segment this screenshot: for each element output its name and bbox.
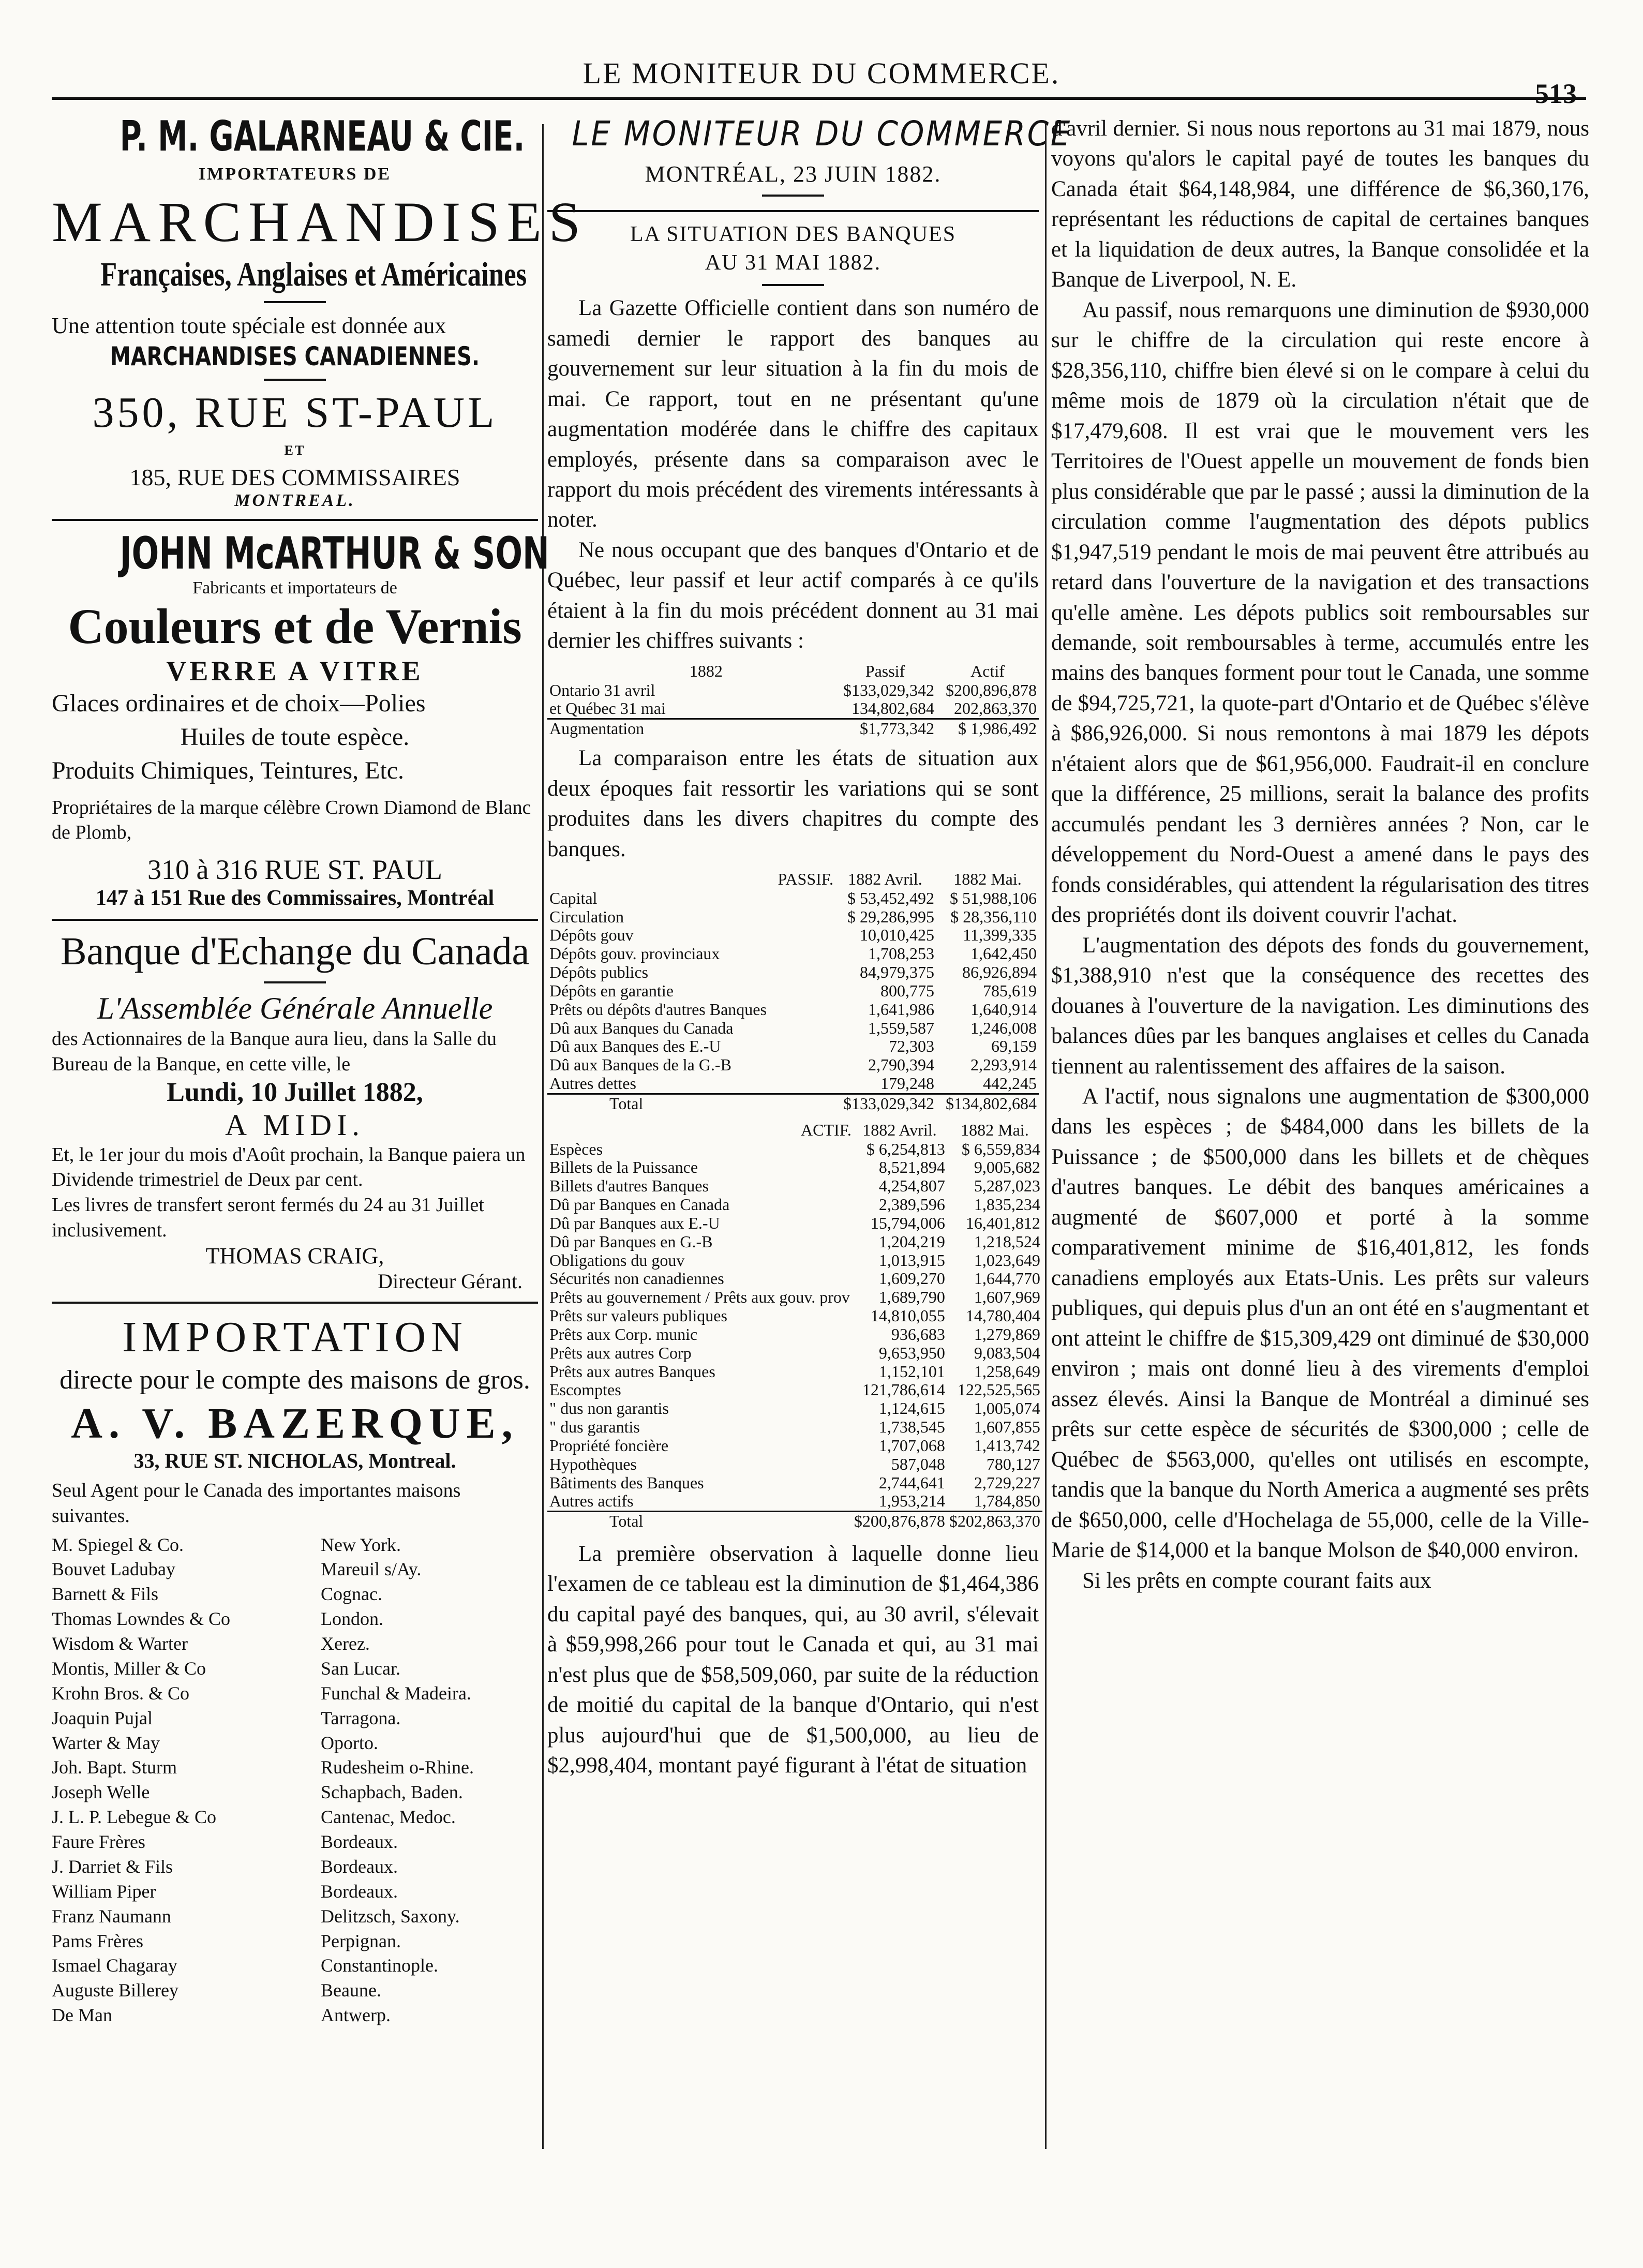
row-label: Dépôts publics [549, 963, 649, 982]
ad-banque-date: Lundi, 10 Juillet 1882, [167, 1077, 423, 1107]
value-mai: 1,607,855 [974, 1418, 1040, 1437]
ad-bazerque-address: 33, RUE ST. NICHOLAS, Montreal. [133, 1449, 456, 1473]
ad-banque-echange [52, 929, 538, 1293]
paragraph: La comparaison entre les états de situation aux deux époques fait ressortir les variations qui se sont produites dans les divers chapitres du compte des banques. [547, 746, 1039, 861]
summary-head-year: 1882 [689, 661, 723, 680]
summary-row-passif: $133,029,342 [843, 680, 934, 699]
summary-row-passif: 134,802,684 [852, 699, 934, 718]
value-avril: 1,609,270 [878, 1269, 945, 1288]
value-mai: 1,023,649 [974, 1250, 1040, 1270]
row-label: Autres actifs [549, 1492, 634, 1511]
agent-name: M. Spiegel & Co. [52, 1534, 184, 1555]
value-mai: 1,246,008 [970, 1018, 1037, 1037]
divider [264, 981, 326, 983]
row-label: Dépôts gouv [549, 926, 634, 945]
ad-banque-text1: des Actionnaires de la Banque aura lieu, dans la Salle du Bureau de la Banque, en cette ville, le [52, 1028, 497, 1076]
value-mai: 9,005,682 [974, 1158, 1040, 1177]
agent-city: Oporto. [321, 1732, 378, 1753]
row-label: Dû par Banques aux E.-U [549, 1214, 720, 1232]
ad-banque-signer-title: Directeur Gérant. [378, 1270, 522, 1293]
value-mai: 1,607,969 [974, 1288, 1040, 1307]
row-label: Dû par Banques en G.-B [549, 1232, 713, 1251]
value-mai: 2,729,227 [974, 1473, 1040, 1492]
paragraph: Si les prêts en compte courant faits aux [1082, 1568, 1431, 1593]
list-item [52, 1582, 538, 1607]
table-row [547, 926, 1039, 945]
value-mai: 1,413,742 [974, 1436, 1040, 1455]
ad-galarneau-address2: 185, RUE DES COMMISSAIRES [129, 464, 460, 491]
list-item [52, 1855, 538, 1879]
summary-aug-passif: $1,773,342 [834, 719, 936, 738]
value-avril: 1,738,545 [878, 1418, 945, 1437]
row-label: Dû par Banques en Canada [549, 1196, 730, 1214]
total-row [547, 1512, 1042, 1531]
agent-name: Warter & May [52, 1732, 160, 1753]
table-row [547, 1001, 1039, 1019]
row-label: Prêts sur valeurs publiques [549, 1307, 727, 1325]
value-avril: 800,775 [880, 981, 934, 1000]
row-label: Prêts aux autres Banques [549, 1362, 715, 1381]
value-mai: 1,258,649 [974, 1362, 1040, 1381]
value-avril: 179,248 [880, 1074, 934, 1093]
table-row [547, 1214, 1042, 1233]
agent-city: Funchal & Madeira. [321, 1682, 471, 1704]
ad-mcarthur-role: Fabricants et importateurs de [192, 578, 397, 598]
value-avril: 1,124,615 [878, 1399, 945, 1418]
passif-head: PASSIF. [778, 870, 833, 888]
agent-city: Cantenac, Medoc. [321, 1807, 456, 1828]
passif-head-avril: 1882 Avril. [848, 870, 922, 888]
ad-galarneau-address1: 350, RUE ST-PAUL [92, 388, 498, 437]
value-mai: 1,644,770 [974, 1269, 1040, 1288]
value-mai: 1,005,074 [974, 1399, 1040, 1418]
total-avril: $200,876,878 [852, 1512, 947, 1531]
value-mai: $ 51,988,106 [950, 888, 1037, 907]
agent-name: Joaquin Pujal [52, 1707, 153, 1728]
ad-mcarthur-glaces: Glaces ordinaires et de choix—Polies [52, 690, 426, 718]
agent-city: Constantinople. [321, 1955, 438, 1976]
ad-banque-name: Banque d'Echange du Canada [60, 930, 530, 973]
paragraph: d'avril dernier. Si nous nous reportons au 31 mai 1879, nous voyons qu'alors le capital payé de toutes les banques du Canada était $64,148,984, une différence de $6,360,176, représentant les réductions de capital de certaines banques et la liquidation de deux autres, la Banque consolidée et la Banque de Liverpool, N. E. [1051, 116, 1589, 292]
row-label: Dû aux Banques de la G.-B [549, 1056, 731, 1075]
value-avril: $ 53,452,492 [847, 888, 934, 907]
list-item [52, 1780, 538, 1805]
table-row [547, 1233, 1042, 1251]
row-label: Dépôts gouv. provinciaux [549, 945, 720, 963]
passif-table [547, 870, 1039, 1113]
value-mai: 1,640,914 [970, 999, 1037, 1019]
ad-banque-text3: Les livres de transfert seront fermés du 24 au 31 Juillet inclusivement. [52, 1193, 484, 1241]
article-body [547, 743, 1039, 864]
table-row [547, 908, 1039, 927]
row-label: Hypothèques [549, 1455, 637, 1473]
ad-galarneau-marchandises: MARCHANDISES [52, 190, 588, 253]
value-mai: 86,926,894 [962, 963, 1037, 982]
table-row [547, 1140, 1042, 1159]
value-mai: $ 6,559,834 [961, 1139, 1040, 1158]
article-body [547, 293, 1039, 656]
ad-bazerque [52, 1312, 538, 2028]
list-item [52, 1533, 538, 1558]
table-row [547, 1325, 1042, 1344]
ad-galarneau-city: MONTREAL. [234, 491, 355, 511]
actif-head: ACTIF. [801, 1120, 852, 1139]
agent-name: Faure Frères [52, 1831, 145, 1853]
article-column-1 [547, 114, 1072, 1781]
agent-name: Ismael Chagaray [52, 1955, 177, 1976]
row-label: Propriété foncière [549, 1436, 669, 1455]
list-item [52, 1904, 538, 1929]
agent-name: Wisdom & Warter [52, 1633, 188, 1654]
table-row [547, 1075, 1039, 1094]
value-avril: 4,254,807 [878, 1176, 945, 1196]
value-avril: $ 29,286,995 [847, 907, 934, 926]
row-label: Obligations du gouv [549, 1251, 685, 1270]
value-avril: 1,559,587 [868, 1018, 934, 1037]
summary-row-actif: $200,896,878 [946, 680, 1037, 699]
table-row [547, 1270, 1042, 1288]
paragraph: L'augmentation des dépots des fonds du gouvernement, $1,388,910 n'est que la conséquence des recettes des douanes à l'ouverture de la navigation. Les diminutions des balances dûes par les banques anglaises et celles du Canada tiennent au ralentissement des affaires de la saison. [1051, 933, 1589, 1079]
total-mai: $134,802,684 [936, 1094, 1039, 1113]
row-label: Prêts au gouvernement / Prêts aux gouv. prov [549, 1288, 850, 1307]
value-mai: 1,835,234 [974, 1195, 1040, 1214]
row-label: " dus garantis [549, 1418, 640, 1437]
article-title-line1: LA SITUATION DES BANQUES [630, 222, 957, 246]
list-item [52, 1805, 538, 1830]
dateline: MONTRÉAL, 23 JUIN 1882. [645, 161, 942, 187]
paragraph: A l'actif, nous signalons une augmentation de $300,000 dans les espèces ; de $484,000 dans les billets de la Puissance ; de $500,000 dans les billets et de chèques d'autres banques. Le débit des banques américaines a augmenté de $607,000 et porté à la somme comparativement minime de $16,401,812, les fonds canadiens employés aux Etats-Unis. Les prêts sur valeurs publiques, qui depuis plus d'un an ont été en s'augmentant et ont atteint le chiffre de $15,309,429 ont diminué de $30,000 environ ; mais ont donné lieu à des virements d'emploi assez élevés. Ainsi la Banque de Montréal a diminué ses prêts sur cette espèce de sécurités de $300,000 ; celle de Québec de $563,000, qu'elles ont utilisés en escompte, tandis que la banque du North America a augmenté ses prêts de $650,000, celle d'Hochelaga de 55,000, celle de la Ville-Marie de $14,000 et la banque Molson de $40,000 environ. [1051, 1084, 1589, 1563]
actif-head-avril: 1882 Avril. [862, 1120, 937, 1139]
agent-name: J. Darriet & Fils [52, 1856, 173, 1877]
value-mai: 785,619 [983, 981, 1037, 1000]
table-row [547, 1037, 1039, 1056]
ad-galarneau-et: ET [284, 443, 306, 458]
total-avril: $133,029,342 [834, 1094, 936, 1113]
value-mai: 14,780,404 [965, 1306, 1040, 1325]
agent-city: Bordeaux. [321, 1831, 398, 1853]
list-item [52, 1632, 538, 1657]
ad-mcarthur-proprietaires: Propriétaires de la marque célèbre Crown Diamond de Blanc de Plomb, [52, 796, 531, 844]
ad-galarneau [52, 112, 588, 511]
divider [547, 210, 1039, 212]
agent-name: Pams Frères [52, 1930, 143, 1951]
article-column-2 [1051, 114, 1589, 1596]
page-header-title: LE MONITEUR DU COMMERCE. [582, 56, 1061, 90]
paragraph: La première observation à laquelle donne lieu l'examen de ce tableau est la diminution de $1,464,386 du capital payé des banques, qui, au 30 avril, s'élevait à $59,998,266 pour tout le Canada et qui, au 31 mai n'est plus que de $58,509,060, par suite de la réduction de moitié du capital de la banque d'Ontario, qui n'est plus aujourd'hui que de $1,500,000, au lieu de $2,998,404, montant payé figurant à l'état de situation [547, 1541, 1039, 1778]
total-row [547, 1094, 1039, 1113]
table-row [547, 1492, 1042, 1511]
table-row [547, 1056, 1039, 1075]
agent-name: Krohn Bros. & Co [52, 1682, 190, 1704]
row-label: Sécurités non canadiennes [549, 1270, 724, 1288]
list-item [52, 1557, 538, 1582]
agent-city: Bordeaux. [321, 1881, 398, 1902]
summary-aug-actif: $ 1,986,492 [936, 719, 1039, 738]
row-label: Billets de la Puissance [549, 1158, 698, 1177]
table-row [547, 982, 1039, 1001]
value-avril: 1,204,219 [878, 1232, 945, 1251]
value-mai: 5,287,023 [974, 1176, 1040, 1196]
table-row [547, 1455, 1042, 1474]
article-body [1051, 114, 1589, 1596]
summary-row-label: Ontario 31 avril [549, 680, 655, 699]
summary-row-label: et Québec 31 mai [549, 699, 666, 718]
list-item [52, 1657, 538, 1681]
value-avril: 1,641,986 [868, 999, 934, 1019]
agent-city: Antwerp. [321, 2005, 391, 2026]
row-label: Autres dettes [549, 1075, 636, 1093]
value-avril: 2,744,641 [878, 1473, 945, 1492]
list-item [52, 1978, 538, 2003]
table-row [547, 719, 1039, 738]
agent-city: Beaune. [321, 1980, 381, 2001]
value-avril: 2,790,394 [868, 1055, 934, 1075]
value-avril: 587,048 [891, 1454, 945, 1473]
table-row [547, 1158, 1042, 1177]
agent-city: Tarragona. [321, 1707, 401, 1728]
divider [762, 195, 824, 197]
list-item [52, 1681, 538, 1706]
article-title-line2: AU 31 MAI 1882. [705, 250, 882, 275]
summary-row-actif: 202,863,370 [954, 699, 1037, 718]
ad-mcarthur-verre: VERRE A VITRE [166, 655, 424, 687]
agent-city: San Lucar. [321, 1658, 400, 1679]
value-avril: 1,013,915 [878, 1250, 945, 1270]
ad-mcarthur-address1: 310 à 316 RUE ST. PAUL [147, 854, 443, 885]
row-label: Dû aux Banques des E.-U [549, 1037, 721, 1056]
row-label: Escomptes [549, 1381, 621, 1399]
agent-name: Franz Naumann [52, 1905, 171, 1927]
table-row [547, 1019, 1039, 1038]
divider [52, 1302, 538, 1304]
value-avril: $ 6,254,813 [866, 1139, 945, 1158]
ad-galarneau-importateurs: IMPORTATEURS DE [198, 165, 392, 184]
value-mai: 780,127 [986, 1454, 1040, 1473]
table-row [547, 1363, 1042, 1381]
list-item [52, 1830, 538, 1855]
ad-banque-text2: Et, le 1er jour du mois d'Août prochain, la Banque paiera un Dividende trimestriel de Deux par cent. [52, 1143, 526, 1191]
agent-name: Auguste Billerey [52, 1980, 178, 2001]
list-item [52, 1755, 538, 1780]
table-row [547, 1177, 1042, 1196]
value-avril: 84,979,375 [860, 963, 934, 982]
ad-galarneau-canadiennes: MARCHANDISES CANADIENNES. [110, 341, 480, 371]
list-item [52, 1731, 538, 1756]
value-avril: 8,521,894 [878, 1158, 945, 1177]
value-avril: 1,708,253 [868, 944, 934, 963]
header-rule [52, 97, 1586, 100]
table-row [547, 1474, 1042, 1493]
summary-head-passif: Passif [865, 661, 905, 680]
paragraph: Au passif, nous remarquons une diminution de $930,000 sur le chiffre de la circulation qui reste encore à $28,356,110, chiffre bien élevé si on le compare à celui du même mois de 1879 où la circulation n'était que de $17,479,608. Il est vrai que le mouvement vers les Territoires de l'Ouest appelle un mouvement de fonds bien plus considérable que par le passé ; aussi la diminution de la circulation comme l'augmentation des dépots publics $1,947,519 pendant le mois de mai peuvent être attribués au retard dans l'ouverture de la navigation et des transactions qu'elle amène. Les dépots publics soit remboursables sur demande, soit remboursables à terme, accumulés entre les mains des banques forment pour tout le Canada, une somme de $94,725,721, la quote-part d'Ontario et de Québec s'élève à $86,926,000. Si nous remontons à mai 1879 les dépots n'étaient alors que de $61,956,000. Faudrait-il en conclure que la différence, 25 millions, serait la balance des profits accumulés pendant les 3 dernières années ? Non, car le développement du Nord-Ouest a amené dans le pays des fonds considérables, qui attendent la régularisation des titres des propriétés dont ils doivent couvrir l'achat. [1051, 297, 1589, 928]
row-label: Capital [549, 889, 598, 907]
summary-head-actif: Actif [970, 661, 1005, 680]
table-row [547, 1381, 1042, 1399]
value-mai: 442,245 [983, 1074, 1037, 1093]
value-avril: 1,953,214 [878, 1491, 945, 1511]
ad-mcarthur-produits: Produits Chimiques, Teintures, Etc. [52, 756, 405, 784]
agent-name: Montis, Miller & Co [52, 1658, 206, 1679]
paragraph: La Gazette Officielle contient dans son numéro de samedi dernier le rapport des banques au gouvernement sur leur situation à la fin du mois de mai. Ce rapport, tout en ne présentant qu'une augmentation modérée dans le chiffre des capitaux employés, présente dans sa comparaison avec le rapport du mois précédent des virements intéressants à noter. [547, 296, 1039, 532]
value-mai: $ 28,356,110 [950, 907, 1037, 926]
ad-bazerque-name: A. V. BAZERQUE, [71, 1399, 519, 1448]
summary-aug-label: Augmentation [547, 719, 834, 738]
ad-mcarthur [52, 528, 549, 911]
actif-table [547, 1121, 1042, 1531]
row-label: Circulation [549, 907, 624, 926]
column-divider [542, 124, 544, 2149]
table-row [547, 1251, 1042, 1270]
agent-city: London. [321, 1608, 383, 1630]
value-mai: 2,293,914 [970, 1055, 1037, 1075]
table-row [547, 1288, 1042, 1307]
list-item [52, 2003, 538, 2028]
divider [52, 519, 538, 521]
list-item [52, 1953, 538, 1978]
total-mai: $202,863,370 [947, 1512, 1042, 1531]
table-row [547, 681, 1039, 700]
value-avril: 936,683 [891, 1324, 945, 1344]
agent-name: J. L. P. Lebegue & Co [52, 1807, 216, 1828]
agent-city: Mareuil s/Ay. [321, 1559, 422, 1580]
agent-list [52, 1533, 538, 2028]
value-avril: 1,689,790 [878, 1288, 945, 1307]
divider [264, 301, 326, 303]
divider [264, 379, 326, 381]
value-mai: 16,401,812 [965, 1213, 1040, 1232]
table-row [547, 889, 1039, 908]
row-label: " dus non garantis [549, 1399, 669, 1418]
value-avril: 121,786,614 [862, 1380, 945, 1399]
row-label: Prêts aux Corp. munic [549, 1325, 698, 1344]
divider [762, 284, 824, 286]
article-body [547, 1539, 1039, 1781]
list-item [52, 1706, 538, 1731]
row-label: Prêts aux autres Corp [549, 1344, 692, 1362]
agent-name: Bouvet Ladubay [52, 1559, 175, 1580]
ad-bazerque-importation: IMPORTATION [122, 1313, 468, 1362]
actif-head-mai: 1882 Mai. [961, 1120, 1029, 1139]
value-mai: 9,083,504 [974, 1343, 1040, 1362]
agent-city: Bordeaux. [321, 1856, 398, 1877]
ad-mcarthur-couleurs: Couleurs et de Vernis [68, 598, 522, 654]
value-mai: 1,279,869 [974, 1324, 1040, 1344]
value-mai: 1,218,524 [974, 1232, 1040, 1251]
table-row [547, 1196, 1042, 1214]
value-avril: 1,707,068 [878, 1436, 945, 1455]
ad-galarneau-types: Françaises, Anglaises et Américaines [100, 255, 527, 293]
agent-city: Schapbach, Baden. [321, 1782, 463, 1803]
agent-city: Perpignan. [321, 1930, 401, 1951]
table-row [547, 963, 1039, 982]
value-mai: 1,784,850 [974, 1491, 1040, 1511]
table-row [547, 1307, 1042, 1325]
agent-name: Joh. Bapt. Sturm [52, 1757, 177, 1778]
page-number: 513 [1535, 78, 1577, 109]
value-mai: 122,525,565 [957, 1380, 1040, 1399]
agent-city: Rudesheim o-Rhine. [321, 1757, 474, 1778]
summary-table [547, 662, 1039, 738]
table-row [547, 1418, 1042, 1437]
value-avril: 10,010,425 [860, 926, 934, 945]
value-avril: 9,653,950 [878, 1343, 945, 1362]
row-label: Bâtiments des Banques [549, 1473, 704, 1492]
paragraph: Ne nous occupant que des banques d'Ontario et de Québec, leur passif et leur actif comparés à ce qu'ils étaient à la fin du mois précédent donnent au 31 mai dernier les chiffres suivants : [547, 538, 1039, 653]
ad-bazerque-agent: Seul Agent pour le Canada des importantes maisons suivantes. [52, 1480, 461, 1527]
table-row [547, 1399, 1042, 1418]
table-row [547, 945, 1039, 963]
agent-city: Delitzsch, Saxony. [321, 1905, 460, 1927]
agent-name: De Man [52, 2005, 112, 2026]
ad-galarneau-name: P. M. GALARNEAU & CIE. [120, 112, 525, 160]
row-label: Dépôts en garantie [549, 981, 674, 1000]
list-item [52, 1607, 538, 1632]
ad-banque-midi: A MIDI. [225, 1108, 365, 1142]
value-mai: 69,159 [991, 1037, 1037, 1056]
agent-city: Cognac. [321, 1584, 382, 1605]
agent-name: Joseph Welle [52, 1782, 150, 1803]
table-row [547, 699, 1039, 719]
passif-head-mai: 1882 Mai. [953, 870, 1022, 888]
row-label: Billets d'autres Banques [549, 1177, 709, 1196]
divider [52, 919, 538, 921]
column-divider [1045, 124, 1047, 2149]
row-label: Dû aux Banques du Canada [549, 1019, 734, 1037]
value-mai: 11,399,335 [963, 926, 1037, 945]
table-row [547, 1344, 1042, 1363]
journal-title: LE MONITEUR DU COMMERCE [572, 114, 1072, 154]
agent-name: Thomas Lowndes & Co [52, 1608, 230, 1630]
value-avril: 72,303 [889, 1037, 934, 1056]
ad-banque-signer: THOMAS CRAIG, [205, 1243, 384, 1269]
value-avril: 2,389,596 [878, 1195, 945, 1214]
ad-mcarthur-huiles: Huiles de toute espèce. [180, 723, 410, 751]
list-item [52, 1929, 538, 1954]
total-label: Total [547, 1512, 852, 1531]
list-item [52, 1879, 538, 1904]
row-label: Espèces [549, 1140, 603, 1158]
agent-city: New York. [321, 1534, 401, 1555]
agent-name: William Piper [52, 1881, 156, 1902]
value-mai: 1,642,450 [970, 944, 1037, 963]
agent-city: Xerez. [321, 1633, 370, 1654]
agent-name: Barnett & Fils [52, 1584, 158, 1605]
ad-galarneau-attention: Une attention toute spéciale est donnée aux [52, 313, 446, 339]
ad-banque-assemblee: L'Assemblée Générale Annuelle [97, 991, 493, 1026]
value-avril: 14,810,055 [870, 1306, 945, 1325]
row-label: Prêts ou dépôts d'autres Banques [549, 1000, 767, 1019]
value-avril: 1,152,101 [878, 1362, 945, 1381]
table-row [547, 1437, 1042, 1455]
ad-mcarthur-name: JOHN McARTHUR & SON [120, 528, 549, 580]
ad-mcarthur-address2: 147 à 151 Rue des Commissaires, Montréal [95, 886, 495, 910]
ad-bazerque-directe: directe pour le compte des maisons de gros. [59, 1365, 530, 1395]
value-avril: 15,794,006 [870, 1213, 945, 1232]
total-label: Total [547, 1094, 834, 1113]
